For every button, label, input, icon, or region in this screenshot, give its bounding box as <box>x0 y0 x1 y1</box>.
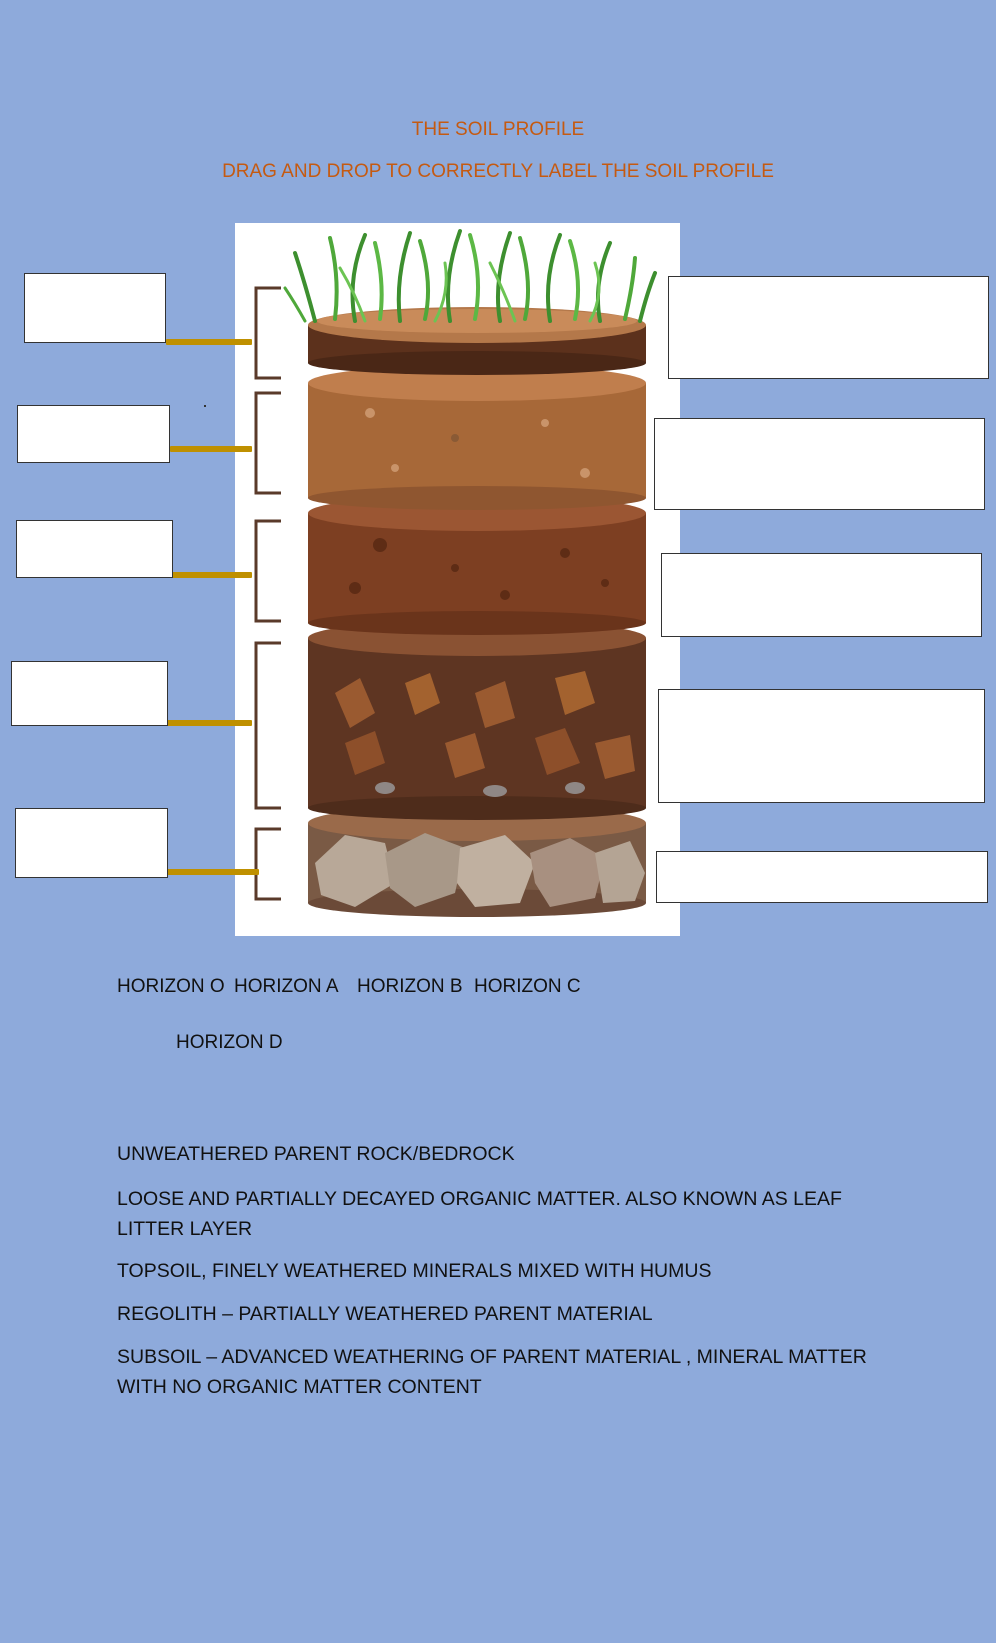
regolith-layer <box>308 620 646 820</box>
description-drop-box[interactable] <box>668 276 989 379</box>
bedrock-layer <box>308 805 646 917</box>
connector-line <box>172 572 252 578</box>
horizon-drop-box[interactable] <box>17 405 170 463</box>
horizon-drop-box[interactable] <box>24 273 166 343</box>
page-edge <box>996 0 1000 1643</box>
connector-line <box>167 720 252 726</box>
connector-line <box>170 446 252 452</box>
description-drop-box[interactable] <box>658 689 985 803</box>
description-drop-box[interactable] <box>654 418 985 510</box>
connector-line <box>167 869 259 875</box>
instruction-text: DRAG AND DROP TO CORRECTLY LABEL THE SOIL PROFILE <box>222 161 774 182</box>
draggable-description[interactable]: REGOLITH – PARTIALLY WEATHERED PARENT MATERIAL <box>117 1303 653 1325</box>
draggable-description[interactable]: UNWEATHERED PARENT ROCK/BEDROCK <box>117 1143 515 1165</box>
draggable-horizon-d[interactable]: HORIZON D <box>176 1032 283 1053</box>
connector-line <box>166 339 252 345</box>
stray-dot <box>204 405 206 407</box>
draggable-description[interactable]: SUBSOIL – ADVANCED WEATHERING OF PARENT MATERIAL , MINERAL MATTER WITH NO ORGANIC MATTER CONTENT <box>117 1346 867 1398</box>
draggable-description[interactable]: TOPSOIL, FINELY WEATHERED MINERALS MIXED WITH HUMUS <box>117 1260 712 1282</box>
soil-profile-drawing <box>235 223 680 936</box>
layer-brackets <box>256 288 281 899</box>
subsoil-layer <box>308 495 646 635</box>
draggable-horizon-b[interactable]: HORIZON B <box>357 976 463 997</box>
draggable-description[interactable]: LOOSE AND PARTIALLY DECAYED ORGANIC MATTER. ALSO KNOWN AS LEAF LITTER LAYER <box>117 1188 842 1240</box>
description-drop-box[interactable] <box>661 553 982 637</box>
horizon-drop-box[interactable] <box>15 808 168 878</box>
draggable-horizon-c[interactable]: HORIZON C <box>474 976 581 997</box>
description-drop-box[interactable] <box>656 851 988 903</box>
horizon-drop-box[interactable] <box>16 520 173 578</box>
draggable-horizon-a[interactable]: HORIZON A <box>234 976 339 997</box>
soil-profile-illustration <box>235 223 680 936</box>
topsoil-layer <box>308 365 646 510</box>
draggable-horizon-o[interactable]: HORIZON O <box>117 976 225 997</box>
horizon-drop-box[interactable] <box>11 661 168 726</box>
page-title: THE SOIL PROFILE <box>411 119 585 140</box>
